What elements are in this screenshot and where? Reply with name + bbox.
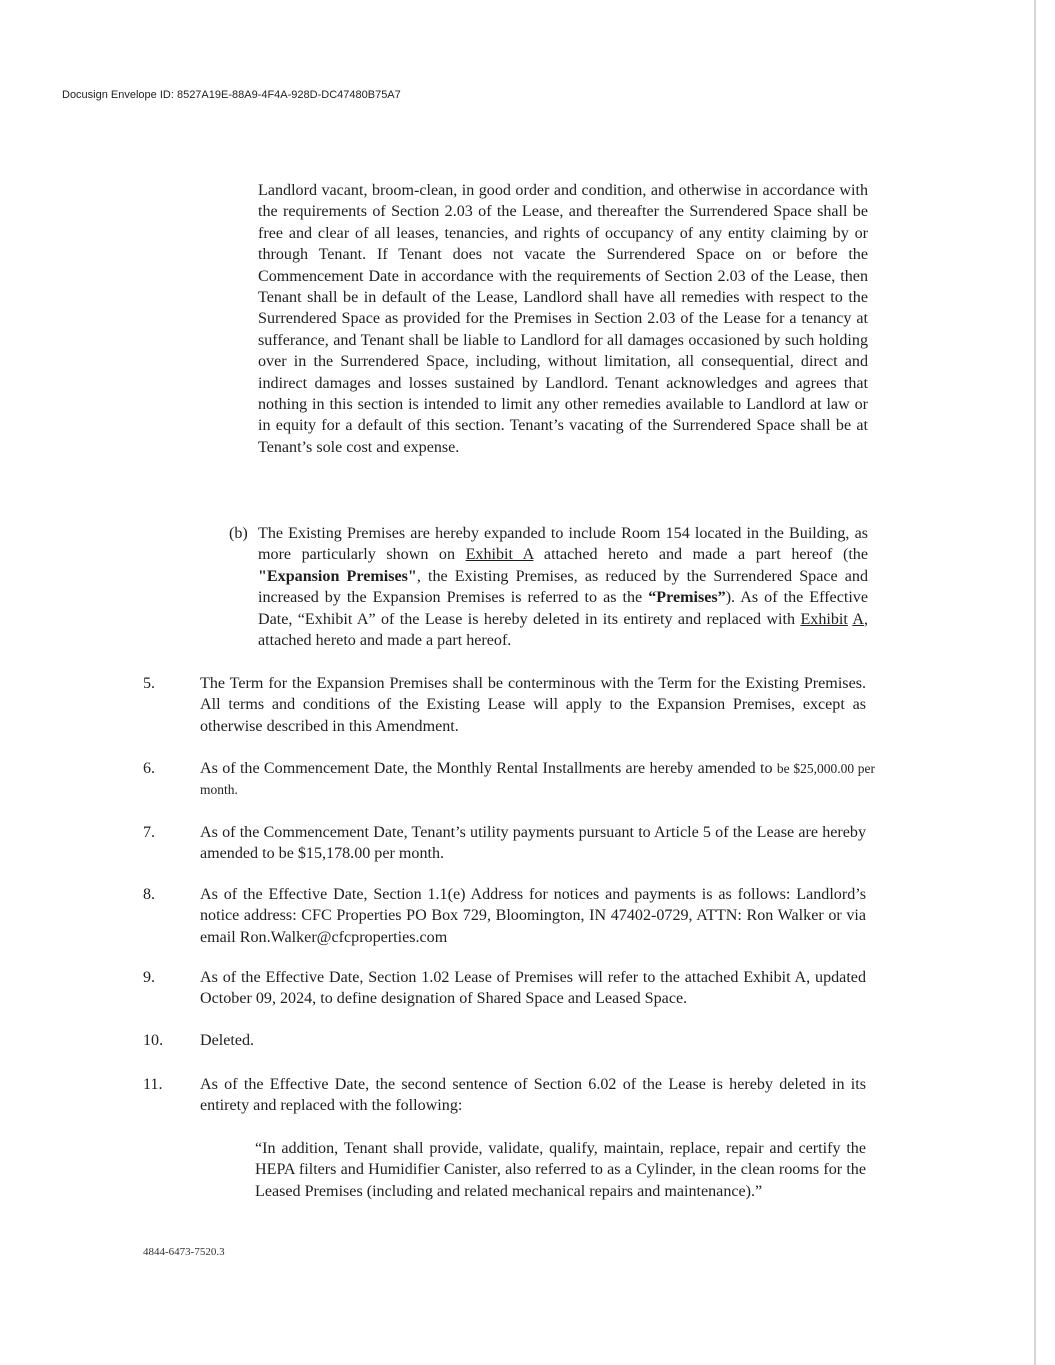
paragraph-a-continuation: Landlord vacant, broom-clean, in good order and condition, and otherwise in accordance with the requirements of Section 2.03 of the Lease, and thereafter the Surrendered Space shall be free and clear of all leases, tenancies, and rights of occupancy of any entity claiming by or through Tenant. If Tenant does not vacate the Surrendered Space on or before the Commencement Date in accordance with the requirements of Section 2.03 of the Lease, then Tenant shall be in default of the Lease, Landlord shall have all remedies with respect to the Surrendered Space as provided for the Premises in Section 2.03 of the Lease for a tenancy at sufferance, and Tenant shall be liable to Landlord for all damages occasioned by such holding over in the Surrendered Space, including, without limitation, all consequential, direct and indirect damages and losses sustained by Landlord. Tenant acknowledges and agrees that nothing in this section is intended to limit any other remedies available to Landlord at law or in equity for a default of this section. Tenant’s vacating of the Surrendered Space shall be at Tenant’s sole cost and expense. xyxy=(258,182,868,456)
page-edge-line xyxy=(1034,0,1036,1365)
item-9-text: As of the Effective Date, Section 1.02 Lease of Premises will refer to the attached Exhibit A, updated October 09, 2024, to define designation of Shared Space and Leased Space. xyxy=(200,969,866,1008)
exhibit-a-link-2a: Exhibit xyxy=(800,610,848,628)
item-6-text xyxy=(200,758,875,801)
item-5-text: The Term for the Expansion Premises shall be conterminous with the Term for the Existing Premises. All terms and conditions of the Existing Lease will apply to the Expansion Premises, except as otherwise described in this Amendment. xyxy=(200,675,866,735)
item-number-11: 11. xyxy=(143,1076,163,1093)
expansion-premises-term: "Expansion Premises" xyxy=(258,567,417,585)
item-number-6: 6. xyxy=(143,760,156,777)
exhibit-a-link-1: Exhibit A xyxy=(465,546,534,564)
premises-term: “Premises” xyxy=(648,589,726,607)
para-b-text-2: attached hereto and made a part hereof (the xyxy=(533,546,868,564)
paragraph-b xyxy=(258,523,868,651)
document-footer-id: 4844-6473-7520.3 xyxy=(143,1246,225,1258)
replacement-quote: “In addition, Tenant shall provide, validate, qualify, maintain, replace, repair and certify the HEPA filters and Humidifier Canister, also referred to as a Cylinder, in the clean rooms for the Leased Premises (including and related mechanical repairs and maintenance).” xyxy=(255,1140,866,1200)
item-number-5: 5. xyxy=(143,675,156,692)
item-number-9: 9. xyxy=(143,969,156,986)
item-6-main: As of the Commencement Date, the Monthly Rental Installments are hereby amended to xyxy=(200,760,773,777)
envelope-id: Docusign Envelope ID: 8527A19E-88A9-4F4A-928D-DC47480B75A7 xyxy=(62,89,401,101)
para-b-text-6: , attached hereto and made a part hereof. xyxy=(258,610,869,650)
item-8-text: As of the Effective Date, Section 1.1(e) Address for notices and payments is as follows: Landlord’s notice address: CFC Properties PO Box 729, Bloomington, IN 47402-0729, ATTN: Ron Walker or via email Ron.Walker@cfcproperties.com xyxy=(200,886,866,946)
para-b-text-3: , the Existing Premises, as reduced by the Surrendered Space and increased by the Expansion Premises is referred to as the xyxy=(258,567,868,607)
exhibit-a-link-2b: A xyxy=(852,610,864,628)
item-7-text: As of the Commencement Date, Tenant’s utility payments pursuant to Article 5 of the Lease are hereby amended to be $15,178.00 per month. xyxy=(200,824,866,863)
item-10-text: Deleted. xyxy=(200,1032,255,1049)
item-number-7: 7. xyxy=(143,824,156,841)
item-11-text: As of the Effective Date, the second sentence of Section 6.02 of the Lease is hereby deleted in its entirety and replaced with the following: xyxy=(200,1076,866,1115)
item-number-10: 10. xyxy=(143,1032,164,1049)
para-b-text-1: The Existing Premises are hereby expanded to include Room 154 located in the Building, as more particularly shown on xyxy=(258,525,868,564)
item-number-8: 8. xyxy=(143,886,156,903)
item-6-amount: be $25,000.00 per month. xyxy=(200,761,875,798)
paragraph-b-label: (b) xyxy=(229,525,248,542)
para-b-text-4: ). As of the Effective Date, “Exhibit A” of the Lease is hereby deleted in its entirety and replaced with xyxy=(258,589,868,628)
